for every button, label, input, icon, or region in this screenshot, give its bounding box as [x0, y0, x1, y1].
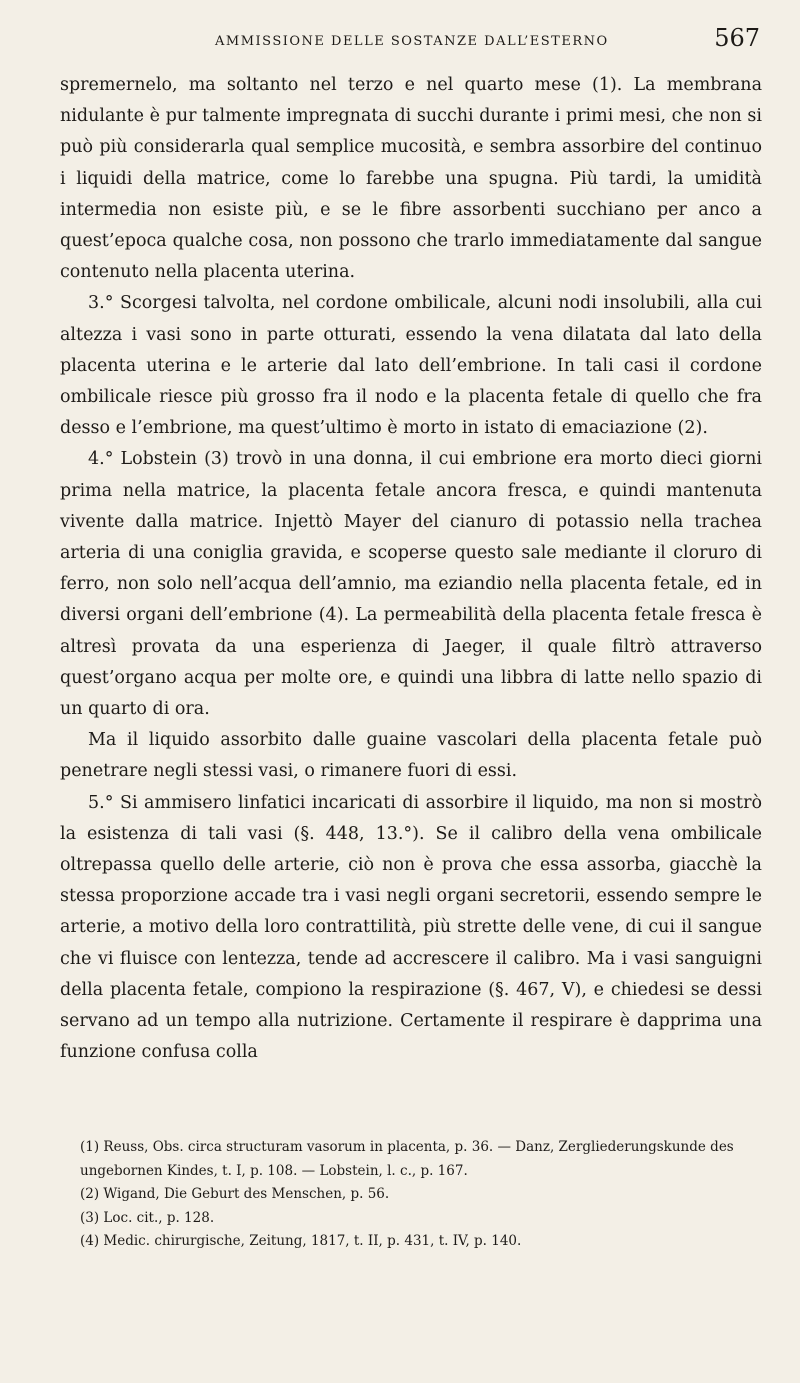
footnotes — [60, 1136, 762, 1254]
running-title: AMMISSIONE DELLE SOSTANZE DALL’ESTERNO — [215, 34, 609, 49]
paragraph: Ma il liquido assorbito dalle guaine vascolari della placenta fetale può penetrare negli stessi vasi, o rimanere fuori di essi. — [60, 730, 762, 782]
paragraph: 4.° Lobstein (3) trovò in una donna, il cui embrione era morto dieci giorni prima nella matrice, la placenta fetale ancora fresca, e quindi mantenuta vivente dalla matrice. Injettò Mayer del cianuro di potassio nella trachea arteria di una coniglia gravida, e scoperse questo sale mediante il cloruro di ferro, non solo nell’acqua dell’amnio, ma eziandio nella placenta fetale, ed in diversi organi dell’embrione (4). La permeabilità della placenta fetale fresca è altresì provata da una esperienza di Jaeger, il quale filtrò attraverso quest’organo acqua per molte ore, e quindi una libbra di latte nello spazio di un quarto di ora. — [60, 449, 762, 720]
footnote: (1) Reuss, Obs. circa structuram vasorum in placenta, p. 36. — Danz, Zergliederungskunde des ungebornen Kindes, t. I, p. 108. — Lobstein, l. c., p. 167. — [80, 1139, 734, 1179]
footnote: (3) Loc. cit., p. 128. — [80, 1209, 215, 1226]
footnote: (4) Medic. chirurgische, Zeitung, 1817, t. II, p. 431, t. IV, p. 140. — [80, 1233, 522, 1249]
page-number: 567 — [714, 24, 760, 52]
body-text — [60, 70, 762, 1069]
paragraph: 3.° Scorgesi talvolta, nel cordone ombilicale, alcuni nodi insolubili, alla cui altezza i vasi sono in parte otturati, essendo la vena dilatata dal lato della placenta uterina e le arterie dal lato dell’embrione. In tali casi il cordone ombilicale riesce più grosso fra il nodo e la placenta fetale di quello che fra desso e l’embrione, ma quest’ultimo è morto in istato di emaciazione (2). — [60, 293, 762, 439]
footnote: (2) Wigand, Die Geburt des Menschen, p. 56. — [80, 1186, 390, 1202]
paragraph: 5.° Si ammisero linfatici incaricati di assorbire il liquido, ma non si mostrò la esistenza di tali vasi (§. 448, 13.°). Se il calibro della vena ombilicale oltrepassa quello delle arterie, ciò non è prova che essa assorba, giacchè la stessa proporzione accade tra i vasi negli organi secretorii, essendo sempre le arterie, a motivo della loro contrattilità, più strette delle vene, di cui il sangue che vi fluisce con lentezza, tende ad accrescere il calibro. Ma i vasi sanguigni della placenta fetale, compiono la respirazione (§. 467, V), e chiedesi se dessi servano ad un tempo alla nutrizione. Certamente il respirare è dapprima una funzione confusa colla — [60, 792, 762, 1063]
page-header — [60, 20, 760, 68]
paragraph: spremernelo, ma soltanto nel terzo e nel quarto mese (1). La membrana nidulante è pur talmente impregnata di succhi durante i primi mesi, che non si può più considerarla qual semplice mucosità, e sembra assorbire del continuo i liquidi della matrice, come lo farebbe una spugna. Più tardi, la umidità intermedia non esiste più, e se le fibre assorbenti succhiano per anco a quest’epoca qualche cosa, non possono che trarlo immediatamente dal sangue contenuto nella placenta uterina. — [60, 75, 762, 283]
